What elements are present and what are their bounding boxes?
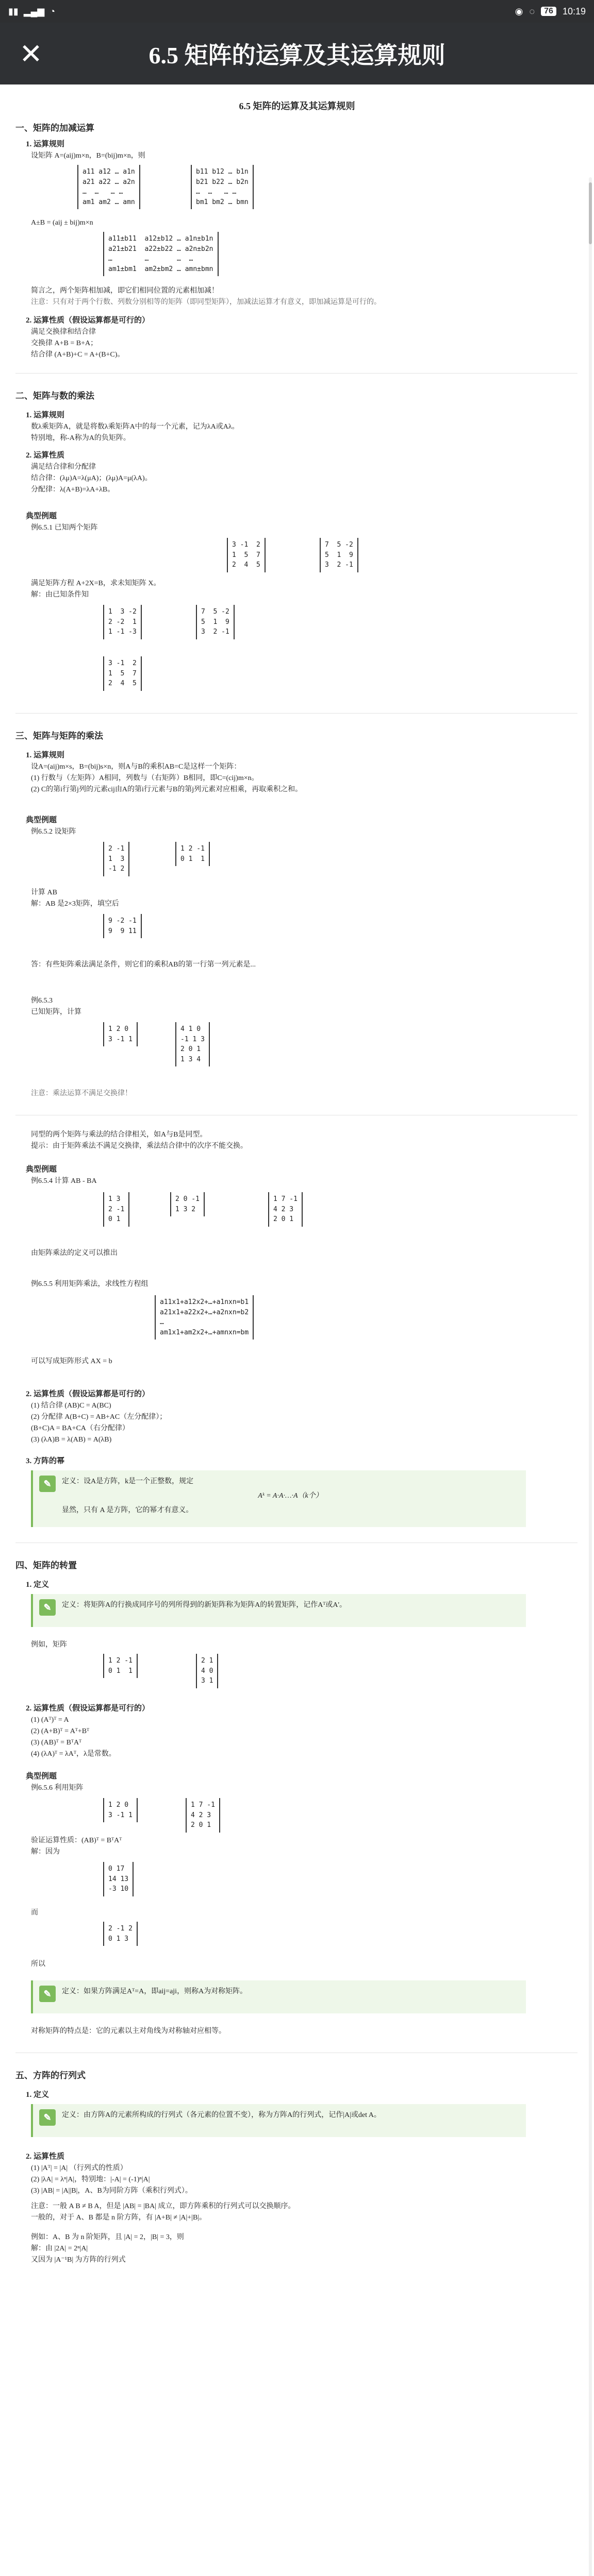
text-line: 设矩阵 A=(aij)m×n，B=(bij)m×n，则 [31,152,145,160]
signal-icon: ▂▄▆ [23,6,45,16]
subheading: 2. 运算性质（假设运算都是可行的） [26,1704,150,1713]
subheading: 2. 运算性质 [26,451,65,460]
note-icon: ✎ [39,1986,56,2002]
text-line: (1) 行数与（左矩阵）A相同，列数与（右矩阵）B相同，即C=(cij)m×n。 [31,774,259,782]
matrix: 1 7 -1 4 2 3 2 0 1 [268,1192,303,1227]
definition-callout [31,1470,526,1527]
section-heading: 五、方阵的行列式 [15,2071,86,2080]
text-line: 而 [31,1909,38,1917]
close-button[interactable] [0,23,62,84]
document-sheet[interactable] [0,84,594,2576]
section-heading: 一、矩阵的加减运算 [15,123,94,133]
text-line: 结合律 (A+B)+C = A+(B+C)。 [31,351,125,359]
text-line: 所以 [31,1960,45,1968]
text-line: 解：AB 是2×3矩阵，填空后 [31,900,119,908]
callout-text: 定义：由方阵A的元素所构成的行列式（各元素的位置不变），称为方阵A的行列式，记作|A|或det A。 [62,2111,381,2119]
text-line: 交换律 A+B = B+A； [31,340,98,347]
divider [15,713,578,714]
scrollbar-thumb[interactable] [589,182,592,244]
wifi-icon: ◔ [50,6,56,16]
status-bar [0,0,594,23]
close-icon: ✕ [19,38,43,70]
matrix: 2 -1 1 3 -1 2 [103,842,129,876]
matrix: 1 2 -1 0 1 1 [103,1654,138,1678]
matrix: 9 -2 -1 9 9 11 [103,914,142,938]
matrix: 3 -1 2 1 5 7 2 4 5 [227,538,266,572]
matrix: 1 7 -1 4 2 3 2 0 1 [186,1798,220,1833]
subheading: 典型例题 [26,816,57,824]
callout-text: 定义：设A是方阵，k是一个正整数，规定 [62,1478,194,1485]
definition-callout [31,1594,526,1627]
subheading: 1. 运算规则 [26,751,65,759]
matrix: 1 2 -1 0 1 1 [175,842,210,866]
battery-icon: 76 [541,7,556,16]
text-line: A±B = (aij ± bij)m×n [31,219,93,227]
text-line: 一般的，对于 A、B 都是 n 阶方阵，有 |A+B| ≠ |A|+|B|。 [31,2214,207,2222]
section-heading: 四、矩阵的转置 [15,1561,77,1570]
section-heading: 二、矩阵与数的乘法 [15,391,94,401]
text-line: 可以写成矩阵形式 AX = b [31,1358,112,1365]
text-line: (3) |AB| = |A||B|，A、B为同阶方阵（乘积行列式）。 [31,2187,192,2195]
text-line: 例6.5.6 利用矩阵 [31,1784,84,1792]
text-line: (2) 分配律 A(B+C) = AB+AC（左分配律）； [31,1413,167,1421]
callout-text: 显然，只有 A 是方阵，它的幂才有意义。 [62,1506,193,1514]
text-line: (3) (λA)B = λ(AB) = A(λB) [31,1436,112,1444]
subheading: 1. 运算规则 [26,411,65,419]
text-line: 计算 AB [31,889,57,896]
text-line: 结合律：(λμ)A=λ(μA)；(λμ)A=μ(λA)。 [31,474,152,482]
text-line: 例如：A、B 为 n 阶矩阵，且 |A| = 2，|B| = 3，则 [31,2233,184,2241]
subheading: 3. 方阵的幂 [26,1457,65,1465]
text-line: 解：因为 [31,1848,60,1856]
matrix: a11 a12 … a1n a21 a22 … a2n … … … … am1 am2 … amn [77,165,140,209]
subheading: 1. 运算规则 [26,140,65,148]
text-line: (4) (λA)ᵀ = λAᵀ，λ是常数。 [31,1750,116,1758]
matrix: 1 2 0 3 -1 1 [103,1022,138,1046]
text-line: 满足结合律和分配律 [31,463,96,471]
section-heading: 三、矩阵与矩阵的乘法 [15,731,103,741]
page-title: 6.5 矩阵的运算及其运算规则 [148,42,446,69]
callout-text: 定义：如果方阵满足Aᵀ=A，即aij=aji，则称A为对称矩阵。 [62,1988,248,1995]
subheading: 典型例题 [26,1165,57,1174]
eye-icon: ◉ [515,6,523,16]
divider [15,373,578,374]
text-line: 由矩阵乘法的定义可以推出 [31,1249,118,1257]
matrix: 1 2 0 3 -1 1 [103,1798,138,1822]
text-line: (1) |Aᵀ| = |A| （行列式的性质） [31,2164,127,2172]
matrix: a11±b11 a12±b12 … a1n±b1n a21±b21 a22±b22 … a2n±b2n … … … … am1±bm1 am2±bm2 … amn±bmn [103,232,219,276]
matrix: 7 5 -2 5 1 9 3 2 -1 [320,538,358,572]
text-line: 注意：一般 A B ≠ B A，但是 |AB| = |BA| 成立，即方阵乘积的行列式可以交换顺序。 [31,2202,295,2210]
note-icon: ✎ [39,1599,56,1616]
text-line: 满足交换律和结合律 [31,328,96,336]
matrix: 4 1 0 -1 1 3 2 0 1 1 3 4 [175,1022,210,1066]
text-line: 分配律：λ(A+B)=λA+λB。 [31,486,115,494]
note-icon: ✎ [39,1476,56,1492]
text-line: 满足矩阵方程 A+2X=B，求未知矩阵 X。 [31,580,161,587]
subheading: 1. 定义 [26,1581,50,1589]
subheading: 2. 运算性质（假设运算都是可行的） [26,316,150,325]
text-line: 同型的两个矩阵与乘法的结合律相关，如A与B是同型。 [31,1131,207,1139]
matrix: 2 1 4 0 3 1 [196,1654,218,1688]
matrix: 7 5 -2 5 1 9 3 2 -1 [196,605,235,639]
matrix: 3 -1 2 1 5 7 2 4 5 [103,656,142,691]
text-line: 注意：乘法运算不满足交换律！ [31,1090,132,1097]
matrix: b11 b12 … b1n b21 b22 … b2n … … … … bm1 bm2 … bmn [191,165,254,209]
note-icon: ✎ [39,2109,56,2126]
text-line: (2) (A+B)ᵀ = Aᵀ+Bᵀ [31,1727,90,1735]
matrix: 2 0 -1 1 3 2 [170,1192,205,1216]
text-line: 答：有些矩阵乘法满足条件，则它们的乘积AB的第一行第一列元素是... [31,961,256,969]
text-line: 提示：由于矩阵乘法不满足交换律，乘法结合律中的次序不能交换。 [31,1142,248,1150]
text-line: 例6.5.3 [31,997,53,1005]
text-line: 数λ乘矩阵A，就是将数λ乘矩阵A中的每一个元素，记为λA或Aλ。 [31,423,239,431]
subheading: 典型例题 [26,512,57,520]
text-line: 解：由已知条件知 [31,591,89,599]
text-line: 简言之，两个矩阵相加减，即它们相同位置的元素相加减！ [31,287,219,295]
text-line: (3) (AB)ᵀ = BᵀAᵀ [31,1739,82,1747]
matrix: a11x1+a12x2+…+a1nxn=b1 a21x1+a22x2+…+a2nxn=b2 … am1x1+am2x2+…+amnxn=bm [155,1295,254,1340]
text-line: (2) C的第i行第j列的元素cij由A的第i行元素与B的第j列元素对应相乘，再取乘积之和。 [31,786,303,793]
text-line: 例6.5.1 已知两个矩阵 [31,524,98,532]
matrix: 1 3 2 -1 0 1 [103,1192,129,1227]
text-line: 又因为 |A⁻¹B| 为方阵的行列式 [31,2256,126,2264]
callout-text: 定义：将矩阵A的行换成同序号的列所得到的新矩阵称为矩阵A的转置矩阵，记作Aᵀ或A'。 [62,1601,347,1609]
text-line: 注意：只有对于两个行数、列数分别相等的矩阵（即同型矩阵），加减法运算才有意义，即加减运算是可行的。 [31,298,381,306]
scrollbar-track[interactable] [589,177,592,2576]
text-line: 例如，矩阵 [31,1641,67,1649]
clock-time: 10:19 [562,6,586,16]
matrix: 2 -1 2 0 1 3 [103,1922,138,1946]
text-line: 特别地，称-A称为A的负矩阵。 [31,434,130,442]
app-bar [0,23,594,84]
text-line: 例6.5.4 计算 AB - BA [31,1177,97,1185]
text-line: 验证运算性质：(AB)ᵀ = BᵀAᵀ [31,1837,122,1844]
matrix: 1 3 -2 2 -2 1 1 -1 -3 [103,605,142,639]
status-right [515,6,586,17]
text-line: 已知矩阵，计算 [31,1008,81,1016]
mute-icon: ◌ [529,6,535,16]
subheading: 2. 运算性质 [26,2153,65,2161]
definition-callout [31,2104,526,2137]
subheading: 典型例题 [26,1772,57,1781]
matrix: 0 17 14 13 -3 10 [103,1862,134,1896]
text-line: (2) |λA| = λⁿ|A|，特别地：|-A| = (-1)ⁿ|A| [31,2176,150,2183]
text-line: 例6.5.2 设矩阵 [31,828,76,836]
text-line: (1) 结合律 (AB)C = A(BC) [31,1402,111,1410]
text-line: 解：由 |2A| = 2ⁿ|A| [31,2245,88,2252]
sim-icon: ▮▮ [8,6,19,16]
text-line: (B+C)A = BA+CA（右分配律） [31,1425,129,1432]
doc-title: 6.5 矩阵的运算及其运算规则 [239,101,355,111]
definition-callout [31,1980,526,2013]
subheading: 2. 运算性质（假设运算都是可行的） [26,1390,150,1398]
text-line: 设A=(aij)m×s，B=(bij)s×n，则A与B的乘积AB=C是这样一个矩阵： [31,763,241,771]
text-line: 对称矩阵的特点是：它的元素以主对角线为对称轴对应相等。 [31,2027,226,2035]
subheading: 1. 定义 [26,2091,50,2099]
status-left-icons [8,6,55,17]
text-line: (1) (Aᵀ)ᵀ = A [31,1716,69,1724]
callout-formula: Aᵏ = A·A·…·A（k个） [258,1492,323,1500]
text-line: 例6.5.5 利用矩阵乘法，求线性方程组 [31,1280,148,1288]
